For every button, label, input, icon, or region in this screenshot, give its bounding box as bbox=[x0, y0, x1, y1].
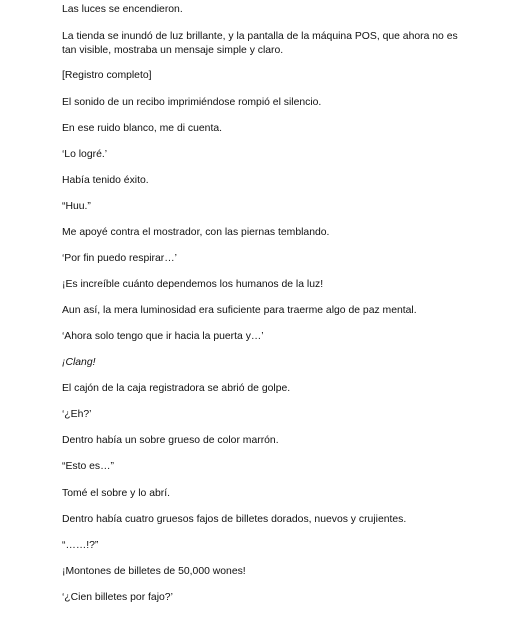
paragraph: Dentro había cuatro gruesos fajos de billetes dorados, nuevos y crujientes. bbox=[62, 514, 407, 525]
paragraph: “Esto es…” bbox=[62, 461, 114, 472]
paragraph: Había tenido éxito. bbox=[62, 175, 149, 186]
paragraph: En ese ruido blanco, me di cuenta. bbox=[62, 123, 222, 134]
paragraph: ‘Ahora solo tengo que ir hacia la puerta y…’ bbox=[62, 331, 264, 342]
paragraph: Aun así, la mera luminosidad era suficiente para traerme algo de paz mental. bbox=[62, 305, 417, 316]
paragraph: “Huu.” bbox=[62, 201, 91, 212]
paragraph: ¡Clang! bbox=[62, 357, 96, 368]
paragraph: ‘¿Cien billetes por fajo?’ bbox=[62, 592, 173, 603]
paragraph: “……!?” bbox=[62, 540, 99, 551]
paragraph: Tomé el sobre y lo abrí. bbox=[62, 488, 170, 499]
paragraph: ¡Montones de billetes de 50,000 wones! bbox=[62, 566, 246, 577]
paragraph: ‘¿Eh?’ bbox=[62, 409, 92, 420]
paragraph: El sonido de un recibo imprimiéndose rompió el silencio. bbox=[62, 97, 322, 108]
paragraph: La tienda se inundó de luz brillante, y la pantalla de la máquina POS, que ahora no es tan visible, mostraba un mensaje simple y claro. bbox=[62, 31, 458, 56]
paragraph: [Registro completo] bbox=[62, 70, 152, 81]
paragraph: Me apoyé contra el mostrador, con las piernas temblando. bbox=[62, 227, 330, 238]
paragraph: Dentro había un sobre grueso de color marrón. bbox=[62, 435, 279, 446]
paragraph: Las luces se encendieron. bbox=[62, 4, 183, 15]
paragraph: ‘Por fin puedo respirar…’ bbox=[62, 253, 177, 264]
paragraph: El cajón de la caja registradora se abrió de golpe. bbox=[62, 383, 291, 394]
paragraph: ‘Lo logré.’ bbox=[62, 149, 108, 160]
paragraph: ¡Es increíble cuánto dependemos los humanos de la luz! bbox=[62, 279, 324, 290]
